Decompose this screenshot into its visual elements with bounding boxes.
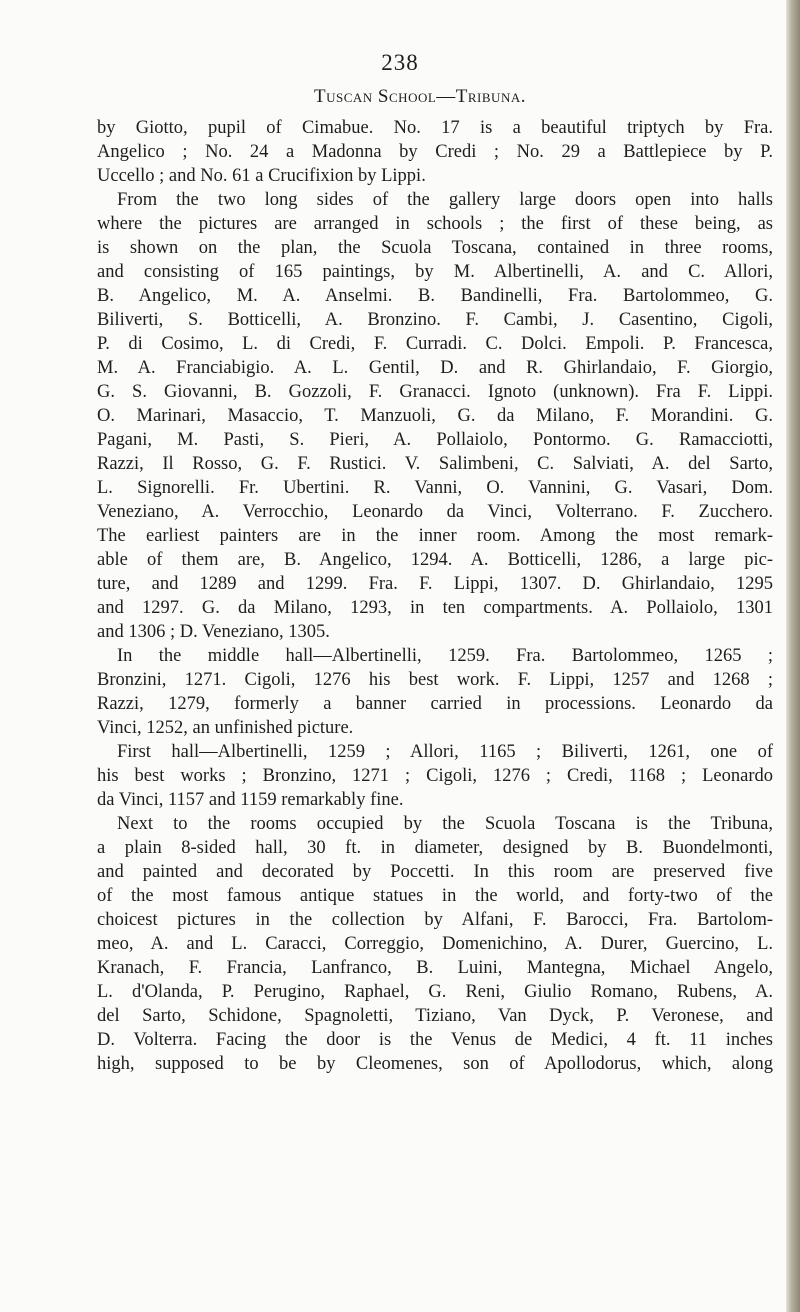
text-line: B. Angelico, M. A. Anselmi. B. Bandinelli, Fra. Bartolommeo, G.: [97, 286, 773, 306]
text-line: a plain 8-sided hall, 30 ft. in diameter, designed by B. Buondelmonti,: [97, 838, 773, 858]
text-line: O. Marinari, Masaccio, T. Manzuoli, G. da Milano, F. Morandini. G.: [97, 406, 773, 426]
text-line: First hall—Albertinelli, 1259 ; Allori, 1165 ; Biliverti, 1261, one of: [117, 742, 773, 762]
text-line: The earliest painters are in the inner room. Among the most remark-: [97, 526, 773, 546]
text-line: Uccello ; and No. 61 a Crucifixion by Lippi.: [97, 166, 426, 186]
text-line: M. A. Franciabigio. A. L. Gentil, D. and R. Ghirlandaio, F. Giorgio,: [97, 358, 773, 378]
text-line: L. Signorelli. Fr. Ubertini. R. Vanni, O. Vannini, G. Vasari, Dom.: [97, 478, 773, 498]
page-number: 238: [381, 50, 419, 75]
text-line: Razzi, Il Rosso, G. F. Rustici. V. Salimbeni, C. Salviati, A. del Sarto,: [97, 454, 773, 474]
text-line: From the two long sides of the gallery large doors open into halls: [117, 190, 773, 210]
page-binding-edge: [786, 0, 800, 1312]
text-line: and 1297. G. da Milano, 1293, in ten compartments. A. Pollaiolo, 1301: [97, 598, 773, 618]
text-line: da Vinci, 1157 and 1159 remarkably fine.: [97, 790, 404, 810]
text-line: Pagani, M. Pasti, S. Pieri, A. Pollaiolo, Pontormo. G. Ramacciotti,: [97, 430, 773, 450]
text-line: and consisting of 165 paintings, by M. Albertinelli, A. and C. Allori,: [97, 262, 773, 282]
text-line: and painted and decorated by Poccetti. In this room are preserved five: [97, 862, 773, 882]
text-line: ture, and 1289 and 1299. Fra. F. Lippi, 1307. D. Ghirlandaio, 1295: [97, 574, 773, 594]
text-line: able of them are, B. Angelico, 1294. A. Botticelli, 1286, a large pic-: [97, 550, 773, 570]
text-line: choicest pictures in the collection by Alfani, F. Barocci, Fra. Bartolom-: [97, 910, 773, 930]
text-line: D. Volterra. Facing the door is the Venus de Medici, 4 ft. 11 inches: [97, 1030, 773, 1050]
text-line: G. S. Giovanni, B. Gozzoli, F. Granacci. Ignoto (unknown). Fra F. Lippi.: [97, 382, 773, 402]
text-line: his best works ; Bronzino, 1271 ; Cigoli, 1276 ; Credi, 1168 ; Leonardo: [97, 766, 773, 786]
text-line: of the most famous antique statues in the world, and forty-two of the: [97, 886, 773, 906]
text-line: high, supposed to be by Cleomenes, son of Apollodorus, which, along: [97, 1054, 773, 1074]
text-line: Bronzini, 1271. Cigoli, 1276 his best work. F. Lippi, 1257 and 1268 ;: [97, 670, 773, 690]
text-line: P. di Cosimo, L. di Credi, F. Curradi. C. Dolci. Empoli. P. Francesca,: [97, 334, 773, 354]
text-line: Razzi, 1279, formerly a banner carried in processions. Leonardo da: [97, 694, 773, 714]
text-line: Biliverti, S. Botticelli, A. Bronzino. F. Cambi, J. Casentino, Cigoli,: [97, 310, 773, 330]
text-line: Angelico ; No. 24 a Madonna by Credi ; No. 29 a Battlepiece by P.: [97, 142, 773, 162]
text-line: is shown on the plan, the Scuola Toscana, contained in three rooms,: [97, 238, 773, 258]
text-line: L. d'Olanda, P. Perugino, Raphael, G. Reni, Giulio Romano, Rubens, A.: [97, 982, 773, 1002]
text-line: Veneziano, A. Verrocchio, Leonardo da Vinci, Volterrano. F. Zucchero.: [97, 502, 773, 522]
text-line: Kranach, F. Francia, Lanfranco, B. Luini, Mantegna, Michael Angelo,: [97, 958, 773, 978]
text-line: by Giotto, pupil of Cimabue. No. 17 is a beautiful triptych by Fra.: [97, 118, 773, 138]
text-line: where the pictures are arranged in schools ; the first of these being, as: [97, 214, 773, 234]
body-text: [97, 116, 773, 1076]
text-line: In the middle hall—Albertinelli, 1259. Fra. Bartolommeo, 1265 ;: [117, 646, 773, 666]
text-line: and 1306 ; D. Veneziano, 1305.: [97, 622, 330, 642]
text-line: Vinci, 1252, an unfinished picture.: [97, 718, 354, 738]
text-line: Next to the rooms occupied by the Scuola Toscana is the Tribuna,: [117, 814, 773, 834]
text-line: meo, A. and L. Caracci, Correggio, Domenichino, A. Durer, Guercino, L.: [97, 934, 773, 954]
running-head: Tuscan School—Tribuna.: [314, 86, 526, 107]
text-line: del Sarto, Schidone, Spagnoletti, Tiziano, Van Dyck, P. Veronese, and: [97, 1006, 773, 1026]
